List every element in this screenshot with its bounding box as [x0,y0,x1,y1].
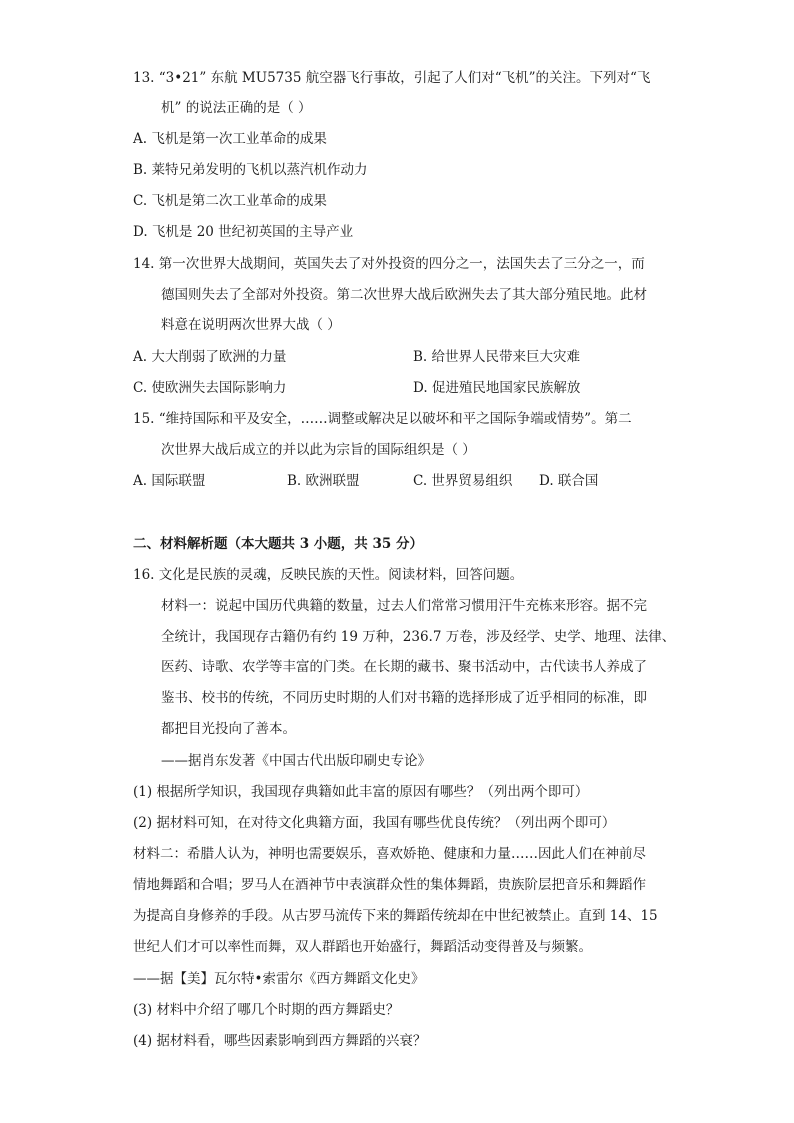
q16-subquestion-3: (3) 材料中介绍了哪几个时期的西方舞蹈史？ [133,1002,400,1018]
q13-option-d: D. 飞机是 20 世纪初英国的主导产业 [133,224,354,240]
q16-material1-line-1: 材料一：说起中国历代典籍的数量，过去人们常常习惯用汗牛充栋来形容。据不完 [161,598,647,614]
q14-option-a: A. 大大削弱了欧洲的力量 [133,349,287,365]
q14-option-d: D. 促进殖民地国家民族解放 [413,380,581,396]
q16-material2-line-4: 世纪人们才可以率性而舞，双人群蹈也开始盛行，舞蹈活动变得普及与频繁。 [133,939,592,955]
q16-material2-line-3: 为提高自身修养的手段。从古罗马流传下来的舞蹈传统却在中世纪被禁止。直到 14、15 [133,908,658,924]
q16-material1-line-4: 鉴书、校书的传统，不同历史时期的人们对书籍的选择形成了近乎相同的标准，即 [161,690,647,706]
q14-option-b: B. 给世界人民带来巨大灾难 [413,349,581,365]
q14-stem-line-2: 德国则失去了全部对外投资。第二次世界大战后欧洲失去了其大部分殖民地。此材 [161,287,647,303]
q15-stem-line-1: 15. “维持国际和平及安全，……调整或解决足以破坏和平之国际争端或情势”。第二 [133,411,632,427]
q15-option-b: B. 欧洲联盟 [287,473,360,489]
q15-option-a: A. 国际联盟 [133,473,206,489]
q13-option-c: C. 飞机是第二次工业革命的成果 [133,193,327,209]
q16-intro: 16. 文化是民族的灵魂，反映民族的天性。阅读材料，回答问题。 [133,567,524,583]
q13-stem-line-1: 13. “3•21” 东航 MU5735 航空器飞行事故，引起了人们对“飞机”的关注。下列对“飞 [133,70,651,86]
q14-option-c: C. 使欧洲失去国际影响力 [133,380,287,396]
q15-stem-line-2: 次世界大战后成立的并以此为宗旨的国际组织是（ ） [161,442,476,458]
q13-option-b: B. 莱特兄弟发明的飞机以蒸汽机作动力 [133,162,368,178]
q16-source-1: ——据肖东发著《中国古代出版印刷史专论》 [161,753,431,769]
q16-material2-line-1: 材料二：希腊人认为，神明也需要娱乐，喜欢娇艳、健康和力量……因此人们在神前尽 [133,846,646,862]
q14-stem-line-3: 料意在说明两次世界大战（ ） [161,317,341,333]
section-heading: 二、材料解析题（本大题共 3 小题，共 35 分） [133,536,423,552]
q16-subquestion-2: (2) 据材料可知，在对待文化典籍方面，我国有哪些优良传统？（列出两个即可） [133,815,616,831]
q16-material1-line-3: 医药、诗歌、农学等丰富的门类。在长期的藏书、聚书活动中，古代读书人养成了 [161,659,647,675]
q14-stem-line-1: 14. 第一次世界大战期间，英国失去了对外投资的四分之一，法国失去了三分之一，而 [133,256,645,272]
q15-option-d: D. 联合国 [539,473,599,489]
q16-subquestion-4: (4) 据材料看，哪些因素影响到西方舞蹈的兴衰？ [133,1033,427,1049]
q16-source-2: ——据【美】瓦尔特•索雷尔《西方舞蹈文化史》 [133,971,425,987]
q16-material1-line-5: 都把目光投向了善本。 [161,721,296,737]
q13-stem-line-2: 机” 的说法正确的是（ ） [161,100,312,116]
q16-subquestion-1: (1) 根据所学知识，我国现存典籍如此丰富的原因有哪些？（列出两个即可） [133,784,589,800]
q15-option-c: C. 世界贸易组织 [413,473,513,489]
q13-option-a: A. 飞机是第一次工业革命的成果 [133,131,327,147]
q16-material2-line-2: 情地舞蹈和合唱；罗马人在酒神节中表演群众性的集体舞蹈，贵族阶层把音乐和舞蹈作 [133,877,646,893]
q16-material1-line-2: 全统计，我国现存古籍仍有约 19 万种，236.7 万卷，涉及经学、史学、地理、法律、 [161,629,676,645]
